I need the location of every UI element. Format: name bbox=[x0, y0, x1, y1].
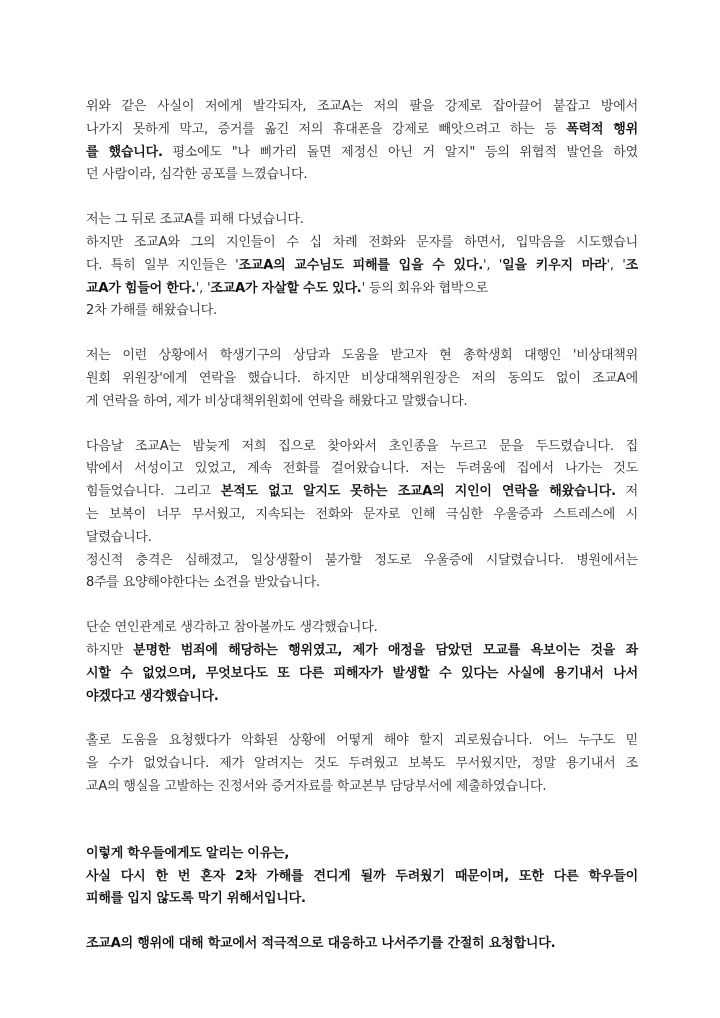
paragraph-1 bbox=[86, 96, 638, 187]
text-line bbox=[86, 96, 638, 119]
bold-text: 본적도 없고 알지도 못하는 조교A의 지인이 연락을 해왔습니다. bbox=[220, 484, 616, 500]
bold-text: 일을 키우지 마라 bbox=[502, 257, 607, 273]
paragraph-4 bbox=[86, 436, 638, 596]
text-line bbox=[86, 753, 638, 776]
text-line bbox=[86, 232, 638, 255]
text-run: 하지만 bbox=[86, 642, 134, 658]
paragraph-spacer bbox=[86, 799, 638, 843]
text-run: 저는 이런 상황에서 학생기구의 상담과 도움을 받고자 현 총학생회 대행인 '비상대책위 bbox=[86, 348, 638, 364]
bold-text: 조교A의 행위에 대해 학교에서 적극적으로 대응하고 나서주기를 간절히 요청합니다. bbox=[86, 936, 556, 952]
text-line bbox=[86, 481, 638, 504]
text-line bbox=[86, 730, 638, 753]
text-line bbox=[86, 436, 638, 459]
text-run: 8주를 요양해야한다는 소견을 받았습니다. bbox=[86, 575, 320, 591]
text-line bbox=[86, 278, 638, 301]
text-line bbox=[86, 888, 638, 911]
text-run: 는 보복이 너무 무서웠고, 지속되는 전화와 문자로 인해 극심한 우울증과 스트레스에 시 bbox=[86, 506, 638, 522]
bold-text: 조 bbox=[625, 257, 638, 273]
text-line bbox=[86, 391, 638, 414]
paragraph-spacer bbox=[86, 708, 638, 730]
bold-text: 야겠다고 생각했습니다. bbox=[86, 688, 219, 704]
bold-text: 이렇게 학우들에게도 알리는 이유는, bbox=[86, 845, 290, 861]
bold-text: 시할 수 없었으며, 무엇보다도 또 다른 피해자가 발생할 수 있다는 사실에 용기내서 나서 bbox=[86, 665, 638, 681]
paragraph-2 bbox=[86, 209, 638, 323]
paragraph-7 bbox=[86, 843, 638, 911]
text-line bbox=[86, 776, 638, 799]
text-line bbox=[86, 617, 638, 640]
paragraph-8 bbox=[86, 933, 638, 956]
text-line bbox=[86, 504, 638, 527]
text-line bbox=[86, 663, 638, 686]
text-run: 원회 위원장'에게 연락을 했습니다. 하지만 비상대책위원장은 저의 동의도 없이 조교A에 bbox=[86, 370, 638, 386]
text-line bbox=[86, 572, 638, 595]
paragraph-3 bbox=[86, 345, 638, 413]
text-run: 저는 그 뒤로 조교A를 피해 다녔습니다. bbox=[86, 212, 304, 228]
text-line bbox=[86, 164, 638, 187]
text-line bbox=[86, 933, 638, 956]
text-line bbox=[86, 843, 638, 866]
text-run: ', ' bbox=[482, 257, 503, 273]
text-run: 던 사람이라, 심각한 공포를 느꼈습니다. bbox=[86, 167, 308, 183]
text-line bbox=[86, 550, 638, 573]
text-run: 나가지 못하게 막고, 증거를 옮긴 저의 휴대폰을 강제로 빼앗으려고 하는 등 bbox=[86, 121, 557, 137]
text-run: 밖에서 서성이고 있었고, 계속 전화를 걸어왔습니다. 저는 두려움에 집에서 나가는 것도 bbox=[86, 461, 638, 477]
text-run: 하지만 조교A와 그의 지인들이 수 십 차례 전화와 문자를 하면서, 입막음을 시도했습니 bbox=[86, 234, 638, 250]
paragraph-spacer bbox=[86, 187, 638, 209]
bold-text: 를 했습니다. bbox=[86, 144, 163, 160]
text-line bbox=[86, 119, 638, 142]
paragraph-6 bbox=[86, 730, 638, 798]
paragraph-spacer bbox=[86, 911, 638, 933]
bold-text: 분명한 범죄에 해당하는 행위였고, 제가 애정을 담았던 모교를 욕보이는 것을 좌 bbox=[133, 642, 638, 658]
text-line bbox=[86, 686, 638, 709]
text-run: 홀로 도움을 요청했다가 악화된 상황에 어떻게 해야 할지 괴로웠습니다. 어느 누구도 믿 bbox=[86, 733, 638, 749]
text-run: ', ' bbox=[195, 280, 211, 296]
text-run: 단순 연인관계로 생각하고 참아볼까도 생각했습니다. bbox=[86, 620, 378, 636]
text-line bbox=[86, 345, 638, 368]
text-line bbox=[86, 368, 638, 391]
text-line bbox=[86, 209, 638, 232]
bold-text: 사실 다시 한 번 혼자 2차 가해를 견디게 될까 두려웠기 때문이며, 또한 다른 학우들이 bbox=[86, 868, 638, 884]
bold-text: 피해를 입지 않도록 막기 위해서입니다. bbox=[86, 891, 306, 907]
paragraph-spacer bbox=[86, 414, 638, 436]
text-run: 저 bbox=[615, 484, 638, 500]
document-body bbox=[86, 96, 638, 956]
paragraph-spacer bbox=[86, 595, 638, 617]
text-run: 달렸습니다. bbox=[86, 529, 152, 545]
bold-text: 조교A가 자살할 수도 있다. bbox=[210, 280, 362, 296]
text-line bbox=[86, 142, 638, 165]
text-run: ' 등의 회유와 협박으로 bbox=[361, 280, 488, 296]
text-line bbox=[86, 300, 638, 323]
text-line bbox=[86, 866, 638, 889]
text-line bbox=[86, 255, 638, 278]
text-run: 게 연락을 하여, 제가 비상대책위원회에 연락을 해왔다고 말했습니다. bbox=[86, 393, 468, 409]
text-line bbox=[86, 527, 638, 550]
bold-text: 조교A의 교수님도 피해를 입을 수 있다. bbox=[238, 257, 483, 273]
bold-text: 폭력적 행위 bbox=[566, 121, 639, 137]
text-run: 평소에도 "나 삐가리 돌면 제정신 아닌 거 알지" 등의 위협적 발언을 하였 bbox=[162, 144, 638, 160]
text-run: 교A의 행실을 고발하는 진정서와 증거자료를 학교본부 담당부서에 제출하였습니다. bbox=[86, 778, 547, 794]
text-run: 다. 특히 일부 지인들은 ' bbox=[86, 257, 239, 273]
bold-text: 교A가 힘들어 한다. bbox=[86, 280, 196, 296]
text-run: 위와 같은 사실이 저에게 발각되자, 조교A는 저의 팔을 강제로 잡아끌어 붙잡고 방에서 bbox=[86, 99, 638, 114]
text-line bbox=[86, 458, 638, 481]
text-run: 정신적 충격은 심해졌고, 일상생활이 불가할 정도로 우울증에 시달렸습니다. 병원에서는 bbox=[86, 552, 638, 568]
paragraph-spacer bbox=[86, 323, 638, 345]
text-run: 을 수가 없었습니다. 제가 알려지는 것도 두려웠고 보복도 무서웠지만, 정말 용기내서 조 bbox=[86, 756, 638, 772]
paragraph-5 bbox=[86, 617, 638, 708]
text-run: ', ' bbox=[606, 257, 626, 273]
text-run: 다음날 조교A는 밤늦게 저희 집으로 찾아와서 초인종을 누르고 문을 두드렸습니다. 집 bbox=[86, 438, 638, 454]
text-run: 2차 가해를 해왔습니다. bbox=[86, 303, 218, 319]
text-line bbox=[86, 640, 638, 663]
text-run: 힘들었습니다. 그리고 bbox=[86, 484, 221, 500]
